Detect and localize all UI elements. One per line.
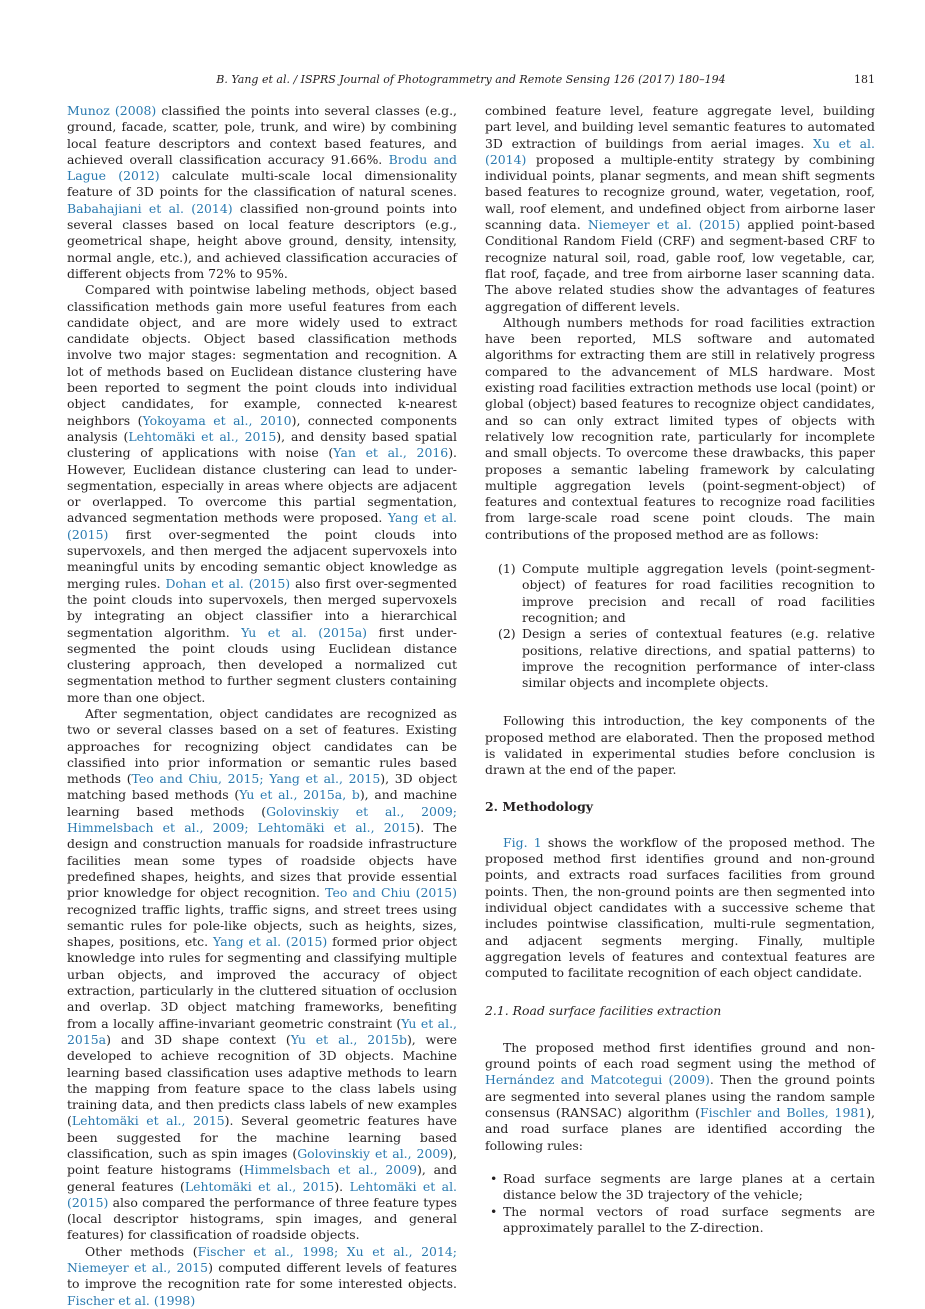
citation-link[interactable]: Yang et al. (2015) [212,934,328,950]
journal-citation: B. Yang et al. / ISPRS Journal of Photogrammetry and Remote Sensing 126 (2017) 180–194 [216,73,726,86]
text-run: combined feature level, feature aggregate level, building part level, and building level semantic features to automated 3D extraction of buildings from aerial images. [485,103,875,151]
text-run: Other methods ( [85,1243,198,1259]
text-run: ), and density based spatial clustering of applications with noise ( [67,428,458,461]
list-item [485,1204,875,1237]
text-run: Although numbers methods for road facilities extraction have been reported, MLS software and automated algorithms for extracting them are still in relatively progress compared to the advancement of MLS hardware. Most existing road facilities extraction methods use local (point) or global (object) based features to recognize object candidates, and so can only extract limited types of objects with relatively low recognition rate, particularly for incomplete and small objects. To overcome these drawbacks, this paper proposes a semantic labeling framework by calculating multiple aggregation levels (point-segment-object) of features and contextual features to recognize road facilities from large-scale road scene point clouds. The main contributions of the proposed method are as follows: [485,314,875,542]
citation-link[interactable]: Yu et al. (2015a) [241,624,368,640]
list-text: Compute multiple aggregation levels (point-segment-object) of features for road facilities recognition to improve precision and recall of road facilities recognition; and [522,561,875,625]
citation-link[interactable]: Lehtomäki et al., 2015 [184,1178,335,1194]
citation-link[interactable]: Teo and Chiu, 2015; Yang et al., 2015 [131,771,381,787]
text-run: Following this introduction, the key components of the proposed method are elaborated. Then the proposed method is validated in experimental studies before conclusion is drawn at the end of the paper. [485,713,875,778]
citation-link[interactable]: Fischer et al. (1998) [67,1292,196,1308]
text-run: ), and road surface planes are identified according the following rules: [485,1105,876,1153]
text-run: first over-segmented the point clouds into supervoxels, and then merged the adjacent supervoxels into meaningful units by encoding semantic object knowledge as merging rules. [67,526,457,591]
bullet-icon: • [490,1170,498,1186]
text-run: calculate multi-scale local dimensionality feature of 3D points for the classification of natural scenes. [67,168,457,200]
text-run: ) and 3D shape context ( [106,1031,291,1047]
paragraph [485,103,875,315]
citation-link[interactable]: Yu et al., 2015a [67,1015,457,1047]
section-heading: 2. Methodology [485,798,594,814]
text-run: also compared the performance of three feature types (local descriptor histograms, spin images, and general features) for classification of roadside objects. [67,1194,457,1243]
citation-link[interactable]: Yokoyama et al., 2010 [142,412,292,428]
list-item [485,561,875,626]
page-number: 181 [854,73,875,86]
citation-link[interactable]: Fig. 1 [503,834,542,850]
text-run: recognized traffic lights, traffic signs, and street trees using semantic rules for pole-like objects, such as heights, sizes, shapes, positions, etc. [67,901,457,950]
citation-link[interactable]: Munoz (2008) [67,103,157,118]
list-text: Road surface segments are large planes at a certain distance below the 3D trajectory of the vehicle; [503,1170,875,1203]
text-run: classified the points into several classes (e.g., ground, facade, scatter, pole, trunk, and wire) by combining local feature descriptors and context based features, and achieved overall classification accuracy 91.66%. [67,103,457,167]
text-run: proposed a multiple-entity strategy by combining individual points, planar segments, and mean shift segments based features to recognize ground, water, vegetation, roof, wall, roof element, and undefined object from airborne laser scanning data. [485,151,875,233]
text-run: ), and general features ( [67,1162,457,1194]
paragraph [67,706,457,1244]
paragraph [485,713,875,778]
text-run: ). [334,1178,350,1194]
text-run: After segmentation, object candidates are recognized as two or several classes based on a set of features. Existing approaches for recognizing object candidates can be classified into prior information or semantic rules based methods ( [67,705,457,787]
text-run: also first over-segmented the point clouds into supervoxels, then merged supervoxels by integrating an object classifier into a hierarchical segmentation algorithm. [67,575,457,640]
text-run: applied point-based Conditional Random Field (CRF) and segment-based CRF to recognize natural soil, road, gable roof, low vegetable, car, flat roof, façade, and tree from airborne laser scanning data. The above related studies show the advantages of features aggregation of different levels. [485,217,876,314]
citation-link[interactable]: Hernández and Matcotegui (2009) [485,1072,710,1088]
spacer [485,691,875,713]
text-run: Compared with pointwise labeling methods, object based classification methods gain more useful features from each candidate object, and are more widely used to extract candidate objects. Object based classification methods involve two major stages: segmentation and recognition. A lot of methods based on Euclidean distance clustering have been reported to segment the point clouds into individual object candidates, for example, connected k-nearest neighbors ( [67,282,457,428]
text-run: ) computed different levels of features to improve the recognition rate for some interested objects. [67,1260,457,1292]
text-run: ), connected components analysis ( [67,412,458,444]
citation-link[interactable]: Dohan et al. (2015) [165,575,291,591]
citation-link[interactable]: Lehtomäki et al., 2015 [128,428,277,444]
citation-link[interactable]: Lehtomäki et al., 2015 [71,1113,225,1129]
list-number: (1) [498,561,516,577]
bullet-icon: • [490,1203,498,1219]
text-run: ), 3D object matching based methods ( [67,771,457,803]
citation-link[interactable]: Yu et al., 2015a, b [239,787,360,803]
paragraph [485,1040,875,1154]
citation-link[interactable]: Teo and Chiu (2015) [325,885,457,901]
citation-link[interactable]: Yu et al., 2015b [290,1031,407,1047]
citation-link[interactable]: Babahajiani et al. (2014) [67,200,233,216]
text-run: The proposed method first identifies ground and non-ground points of each road segment using the method of [485,1039,875,1072]
text-run: classified non-ground points into several classes based on local feature descriptors (e.g., geometrical shape, height above ground, density, intensity, normal angle, etc.), and achieved classification accuracies of different objects from 72% to 95%. [67,200,457,281]
text-run: . Then the ground points are segmented into several planes using the random sample consensus (RANSAC) algorithm ( [485,1072,875,1121]
text-run: ), and machine learning based methods ( [67,787,457,819]
citation-link[interactable]: Golovinskiy et al., 2009 [297,1146,449,1161]
citation-link[interactable]: Fischer et al., 1998; Xu et al., 2014; Niemeyer et al., 2015 [67,1243,457,1276]
running-head [67,73,875,89]
rules-list [485,1171,875,1236]
paragraph [485,315,875,543]
text-run: ). Several geometric features have been suggested for the machine learning based classification, such as spin images ( [67,1113,457,1161]
citation-link[interactable]: Xu et al. (2014) [485,135,875,167]
citation-link[interactable]: Himmelsbach et al., 2009 [243,1162,417,1178]
list-item [485,1171,875,1204]
right-column [485,103,875,1236]
text-run: ), point feature histograms ( [67,1146,458,1178]
citation-link[interactable]: Brodu and Lague (2012) [67,151,457,184]
citation-link[interactable]: Lehtomäki et al. (2015) [67,1178,458,1210]
text-run: formed prior object knowledge into rules for segmenting and classifying multiple urban objects, and improved the accuracy of object extraction, particularly in the cluttered situation of occlusion and overlap. 3D object matching frameworks, benefiting from a locally affine-invariant geometric constraint ( [67,934,458,1031]
text-run: ). However, Euclidean distance clustering can lead to under-segmentation, especially in areas where objects are adjacent or overlapped. To overcome this partial segmentation, advanced segmentation methods were proposed. [67,445,458,526]
citation-link[interactable]: Golovinskiy et al., 2009; Himmelsbach et al., 2009; Lehtomäki et al., 2015 [67,803,457,836]
left-column [67,103,457,1309]
list-item [485,626,875,691]
text-run: shows the workflow of the proposed method. The proposed method first identifies ground and non-ground points, and extracts road surfaces facilities from ground points. Then, the non-ground points are then segmented into individual object candidates with a successive scheme that includes pointwise classification, multi-rule segmentation, and adjacent segments merging. Finally, multiple aggregation levels of features and contextual features are computed to facilitate recognition of each object candidate. [485,834,876,981]
paragraph [67,1244,457,1309]
list-text: The normal vectors of road surface segments are approximately parallel to the Z-direction. [503,1203,875,1235]
text-run: ), were developed to achieve recognition of 3D objects. Machine learning based classification uses adaptive methods to learn the mapping from feature space to the class labels using training data, and then predicts class labels of new examples ( [67,1031,457,1129]
citation-link[interactable]: Yan et al., 2016 [333,445,449,461]
list-text: Design a series of contextual features (e.g. relative positions, relative directions, and spatial patterns) to improve the recognition performance of inter-class similar objects and incomplete objects. [522,626,875,691]
text-run: first under-segmented the point clouds using Euclidean distance clustering approach, then developed a normalized cut segmentation method to further segment clusters containing more than one object. [67,624,457,705]
citation-link[interactable]: Niemeyer et al. (2015) [587,217,741,233]
paragraph [485,835,875,982]
citation-link[interactable]: Fischler and Bolles, 1981 [700,1105,867,1121]
contributions-list [485,561,875,691]
paragraph [67,103,457,282]
list-number: (2) [498,626,516,642]
subsection-heading: 2.1. Road surface facilities extraction [485,1002,722,1018]
citation-link[interactable]: Yang et al. (2015) [67,510,457,542]
paragraph [67,282,457,706]
text-run: ). The design and construction manuals for roadside infrastructure facilities mean some types of roadside objects have predefined shapes, heights, and sizes that provide essential prior knowledge for object recognition. [67,820,457,901]
